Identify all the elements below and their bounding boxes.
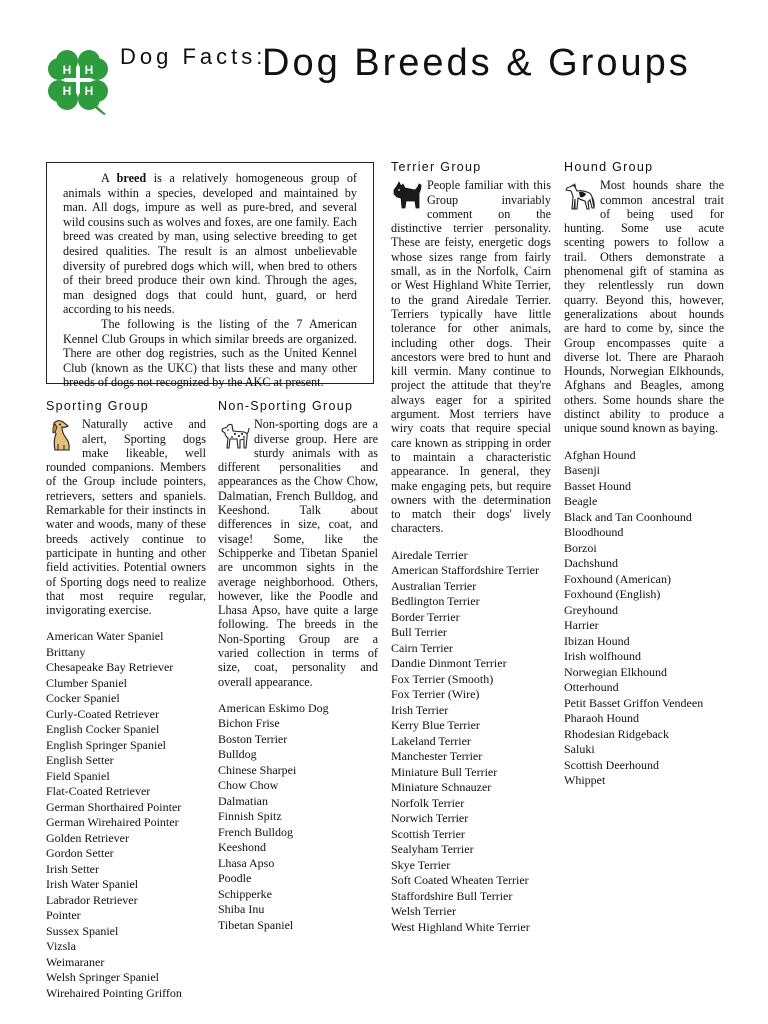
breed-item: Golden Retriever — [46, 830, 129, 845]
page-supertitle: Dog Facts: — [120, 44, 267, 69]
breed-item: Australian Terrier — [391, 578, 477, 593]
breed-item: Clumber Spaniel — [46, 675, 127, 690]
breed-item: Beagle — [564, 494, 598, 509]
breed-item: Black and Tan Coonhound — [564, 509, 692, 524]
breed-item: Brittany — [46, 644, 86, 659]
breed-item: Bloodhound — [564, 525, 624, 540]
svg-text:H: H — [62, 63, 72, 77]
breed-item: Border Terrier — [391, 609, 460, 624]
breed-term: breed — [116, 171, 147, 185]
sporting-breed-list — [46, 629, 206, 1001]
hound-breed-list — [564, 448, 724, 789]
greyhound-icon — [564, 178, 596, 214]
breed-item: Wirehaired Pointing Griffon — [46, 985, 182, 1000]
breed-item: Bull Terrier — [391, 625, 447, 640]
breed-item: Rhodesian Ridgeback — [564, 726, 669, 741]
breed-item: Chow Chow — [218, 778, 279, 793]
non-sporting-breed-list — [218, 701, 378, 934]
breed-item: American Water Spaniel — [46, 629, 164, 644]
breed-item: Saluki — [564, 742, 595, 757]
terrier-group-heading: Terrier Group — [391, 160, 482, 174]
breed-item: Dandie Dinmont Terrier — [391, 656, 507, 671]
breed-item: Welsh Springer Spaniel — [46, 970, 160, 985]
breed-item: Manchester Terrier — [391, 749, 483, 764]
non-sporting-group-heading: Non-Sporting Group — [218, 399, 354, 413]
breed-item: French Bulldog — [218, 824, 293, 839]
breed-item: German Wirehaired Pointer — [46, 815, 179, 830]
breed-item: Whippet — [564, 773, 606, 788]
breed-item: Pointer — [46, 908, 81, 923]
breed-item: Poodle — [218, 871, 252, 886]
breed-item: Gordon Setter — [46, 846, 114, 861]
breed-item: Afghan Hound — [564, 447, 636, 462]
dalmatian-icon — [218, 417, 250, 453]
breed-item: Irish Setter — [46, 861, 99, 876]
breed-item: Schipperke — [218, 886, 272, 901]
breed-item: Bedlington Terrier — [391, 594, 480, 609]
breed-item: English Springer Spaniel — [46, 737, 166, 752]
scottish-terrier-icon — [391, 178, 423, 214]
breed-item: Basenji — [564, 463, 600, 478]
breed-item: Otterhound — [564, 680, 619, 695]
breed-item: Norfolk Terrier — [391, 795, 465, 810]
sporting-group-section — [46, 399, 206, 1001]
breed-item: West Highland White Terrier — [391, 919, 530, 934]
breed-item: Foxhound (American) — [564, 571, 671, 586]
breed-item: Irish Water Spaniel — [46, 877, 139, 892]
terrier-breed-list — [391, 548, 551, 936]
breed-item: Soft Coated Wheaten Terrier — [391, 873, 529, 888]
breed-item: Chesapeake Bay Retriever — [46, 660, 174, 675]
sporting-group-description: Naturally active and alert, Sporting dogs make likeable, well rounded companions. Members of the Group include pointers, retrievers, setters and spaniels. Remarkable for their instincts in water and woods, many of these breeds actively continue to participate in hunting and other field activities. Potential owners of Sporting dogs need to realize that most require regular, invigorating exercise. — [46, 417, 206, 618]
breed-item: Boston Terrier — [218, 731, 288, 746]
breed-item: Cairn Terrier — [391, 640, 453, 655]
breed-item: German Shorthaired Pointer — [46, 799, 182, 814]
breed-item: Sealyham Terrier — [391, 842, 474, 857]
breed-item: Dachshund — [564, 556, 618, 571]
breed-item: Chinese Sharpei — [218, 762, 297, 777]
intro-paragraph-2: The following is the listing of the 7 American Kennel Club Groups in which similar breeds are organized. There are other dog registries, such as the United Kennel Club (known as the UKC) that lists these and many other breeds of dogs not recognized by the AKC at present. — [63, 316, 357, 390]
breed-item: Labrador Retriever — [46, 892, 138, 907]
breed-item: American Staffordshire Terrier — [391, 563, 539, 578]
breed-item: English Cocker Spaniel — [46, 722, 160, 737]
breed-item: Scottish Deerhound — [564, 757, 659, 772]
breed-item: Cocker Spaniel — [46, 691, 120, 706]
breed-item: Staffordshire Bull Terrier — [391, 888, 513, 903]
breed-item: Norwegian Elkhound — [564, 664, 667, 679]
svg-text:H: H — [84, 63, 94, 77]
breed-item: Fox Terrier (Wire) — [391, 687, 480, 702]
breed-item: Finnish Spitz — [218, 809, 282, 824]
breed-item: Skye Terrier — [391, 857, 451, 872]
sporting-group-heading: Sporting Group — [46, 399, 149, 413]
breed-item: Dalmatian — [218, 793, 268, 808]
breed-item: American Eskimo Dog — [218, 700, 329, 715]
breed-item: Fox Terrier (Smooth) — [391, 671, 494, 686]
sitting-retriever-icon — [46, 417, 78, 453]
breed-item: Scottish Terrier — [391, 826, 465, 841]
hound-group-description: Most hounds share the common ancestral trait of being used for hunting. Some use acute scenting powers to follow a trail. Others demonstrate a phenomenal gift of stamina as they relentlessly run down quarry. Beyond this, however, generalizations about hounds are hard to come by, since the Group encompasses quite a diverse lot. There are Pharaoh Hounds, Norwegian Elkhounds, Afghans and Beagles, among others. Some hounds share the distinct ability to produce a unique sound known as baying. — [564, 178, 724, 436]
four-h-clover-logo — [42, 44, 114, 116]
breed-item: Miniature Schnauzer — [391, 780, 492, 795]
breed-item: Irish Terrier — [391, 702, 449, 717]
non-sporting-group-section — [218, 399, 378, 933]
terrier-group-description: People familiar with this Group invariably comment on the distinctive terrier personality. These are feisty, energetic dogs whose sizes range from fairly small, as in the Norfolk, Cairn or West Highland White Terrier, to the grand Airedale Terrier. Terriers typically have little tolerance for other animals, including other dogs. Their ancestors were bred to hunt and kill vermin. Many continue to project the attitude that they're always eager for a spirited argument. Most terriers have wiry coats that require special care known as stripping in order to maintain a characteristic appearance. In general, they make engaging pets, but require owners with the determination to match their dogs' lively characters. — [391, 178, 551, 536]
page-title: Dog Breeds & Groups — [262, 42, 691, 84]
breed-item: Flat-Coated Retriever — [46, 784, 151, 799]
breed-item: Keeshond — [218, 840, 266, 855]
breed-item: Welsh Terrier — [391, 904, 456, 919]
breed-item: Bichon Frise — [218, 716, 280, 731]
breed-item: Irish wolfhound — [564, 649, 641, 664]
terrier-group-section — [391, 160, 551, 935]
breed-item: Shiba Inu — [218, 902, 265, 917]
breed-item: Ibizan Hound — [564, 633, 630, 648]
breed-item: Lhasa Apso — [218, 855, 275, 870]
breed-item: Kerry Blue Terrier — [391, 718, 480, 733]
breed-item: Norwich Terrier — [391, 811, 469, 826]
breed-item: Field Spaniel — [46, 768, 110, 783]
intro-box — [46, 162, 374, 390]
svg-text:H: H — [62, 84, 72, 98]
breed-item: Borzoi — [564, 540, 597, 555]
breed-item: Lakeland Terrier — [391, 733, 471, 748]
breed-item: English Setter — [46, 753, 114, 768]
breed-item: Airedale Terrier — [391, 547, 468, 562]
breed-item: Basset Hound — [564, 478, 631, 493]
breed-item: Harrier — [564, 618, 599, 633]
breed-item: Tibetan Spaniel — [218, 917, 294, 932]
breed-item: Vizsla — [46, 939, 76, 954]
svg-text:H: H — [84, 84, 94, 98]
breed-item: Bulldog — [218, 747, 257, 762]
breed-item: Weimaraner — [46, 954, 105, 969]
breed-item: Foxhound (English) — [564, 587, 661, 602]
breed-item: Greyhound — [564, 602, 618, 617]
breed-item: Petit Basset Griffon Vendeen — [564, 695, 704, 710]
intro-paragraph-1: A breed is a relatively homogeneous group of animals within a species, developed and maintained by man. All dogs, impure as well as pure-bred, and several wild cousins such as wolves and foxes, are one family. Each breed was created by man, using selective breeding to get desired qualities. The result is an almost unbelievable diversity of purebred dogs which will, when bred to others of their breed produce their own kind. Through the ages, man designed dogs that could hunt, guard, or herd according to his needs. — [63, 171, 357, 317]
hound-group-heading: Hound Group — [564, 160, 654, 174]
breed-item: Pharaoh Hound — [564, 711, 639, 726]
hound-group-section — [564, 160, 724, 789]
breed-item: Sussex Spaniel — [46, 923, 119, 938]
non-sporting-group-description: Non-sporting dogs are a diverse group. Here are sturdy animals with as different personalities and appearances as the Chow Chow, Dalmatian, French Bulldog, and Keeshond. Talk about differences in size, coat, and visage! Some, like the Schipperke and Tibetan Spaniel are uncommon sights in the average neighborhood. Others, however, like the Poodle and Lhasa Apso, have quite a large following. The breeds in the Non-Sporting Group are a varied collection in terms of size, coat, personality and overall appearance. — [218, 417, 378, 689]
breed-item: Miniature Bull Terrier — [391, 764, 498, 779]
breed-item: Curly-Coated Retriever — [46, 706, 159, 721]
